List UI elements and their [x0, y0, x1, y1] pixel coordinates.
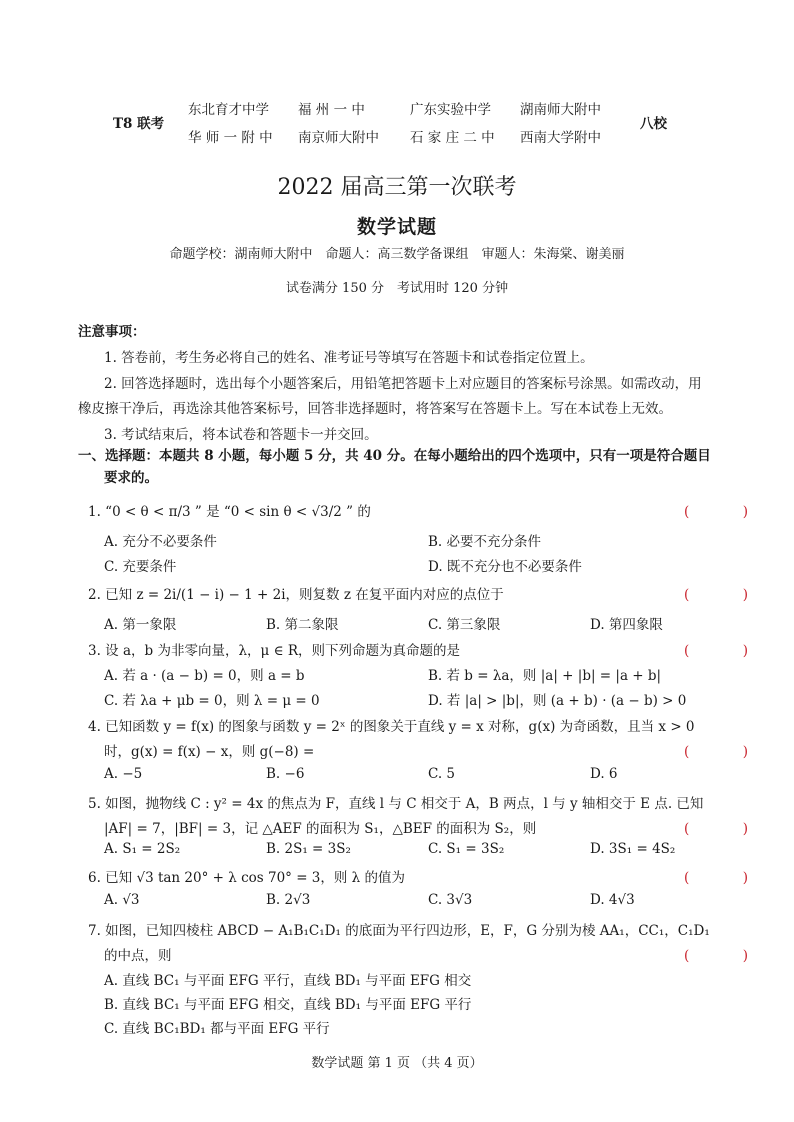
question-4-cont: 时，g(x) = f(x) − x，则 g(−8) =	[104, 744, 315, 760]
q6-option-a: A. √3	[104, 892, 140, 908]
page-subtitle: 数学试题	[356, 216, 437, 238]
q7-option-b: B. 直线 BC₁ 与平面 EFG 相交，直线 BD₁ 与平面 EFG 平行	[104, 997, 472, 1013]
q1-option-c: C. 充要条件	[104, 559, 177, 575]
notes-item-1: 1. 答卷前，考生务必将自己的姓名、准考证号等填写在答题卡和试卷指定位置上。	[104, 350, 594, 366]
q4-option-d: D. 6	[590, 766, 618, 782]
school-5: 华 师 一 附 中	[188, 130, 273, 146]
league-label: T8 联考	[113, 116, 165, 132]
q4-option-a: A. −5	[104, 766, 143, 782]
answer-paren-2: ( )	[684, 587, 769, 603]
q3-option-c: C. 若 λa + μb = 0，则 λ = μ = 0	[104, 693, 320, 709]
q4-option-c: C. 5	[428, 766, 456, 782]
q3-option-a: A. 若 a · (a − b) = 0，则 a = b	[104, 668, 305, 684]
school-2: 福 州 一 中	[298, 102, 365, 118]
q1-option-a: A. 充分不必要条件	[104, 534, 217, 550]
answer-paren-6: ( )	[684, 870, 769, 886]
q3-option-b: B. 若 b = λa，则 |a| + |b| = |a + b|	[428, 668, 662, 684]
school-8: 西南大学附中	[520, 130, 601, 146]
q1-option-d: D. 既不充分也不必要条件	[428, 559, 582, 575]
question-2: 2. 已知 z = 2i/(1 − i) − 1 + 2i，则复数 z 在复平面内对应的点位于	[88, 587, 504, 603]
section-heading-cont: 要求的。	[104, 470, 158, 486]
q2-option-b: B. 第二象限	[266, 617, 339, 633]
q2-option-c: C. 第三象限	[428, 617, 501, 633]
notes-heading: 注意事项：	[78, 324, 146, 340]
q2-option-d: D. 第四象限	[590, 617, 663, 633]
answer-paren-5: ( )	[684, 821, 769, 837]
q2-option-a: A. 第一象限	[104, 617, 177, 633]
page-title: 2022 届高三第一次联考	[277, 175, 517, 200]
author-line: 命题学校：湖南师大附中 命题人：高三数学备课组 审题人：朱海棠、谢美丽	[169, 247, 625, 262]
notes-item-3: 3. 考试结束后，将本试卷和答题卡一并交回。	[104, 427, 378, 443]
q5-option-a: A. S₁ = 2S₂	[104, 841, 181, 857]
page-footer: 数学试题 第 1 页 （共 4 页）	[311, 1056, 483, 1071]
question-4: 4. 已知函数 y = f(x) 的图象与函数 y = 2ˣ 的图象关于直线 y = x 对称，g(x) 为奇函数，且当 x > 0	[88, 719, 695, 735]
q7-option-c: C. 直线 BC₁BD₁ 都与平面 EFG 平行	[104, 1021, 330, 1037]
section-heading: 一、选择题：本题共 8 小题，每小题 5 分，共 40 分。在每小题给出的四个选项中，只有一项是符合题目	[78, 448, 711, 464]
question-1: 1. “0 < θ < π/3 ” 是 “0 < sin θ < √3/2 ” 的	[88, 504, 371, 520]
q1-option-b: B. 必要不充分条件	[428, 534, 542, 550]
answer-paren-7: ( )	[684, 948, 769, 964]
question-5-cont: |AF| = 7，|BF| = 3，记 △AEF 的面积为 S₁，△BEF 的面积为 S₂，则	[104, 821, 537, 837]
question-7-cont: 的中点，则	[104, 948, 172, 964]
question-6: 6. 已知 √3 tan 20° + λ cos 70° = 3，则 λ 的值为	[88, 870, 406, 886]
q6-option-d: D. 4√3	[590, 892, 635, 908]
eight-schools-label: 八校	[640, 116, 667, 132]
q6-option-b: B. 2√3	[266, 892, 311, 908]
q5-option-d: D. 3S₁ = 4S₂	[590, 841, 676, 857]
exam-info: 试卷满分 150 分 考试用时 120 分钟	[285, 281, 509, 296]
notes-item-2: 2. 回答选择题时，选出每个小题答案后，用铅笔把答题卡上对应题目的答案标号涂黑。如需改动，用	[104, 376, 702, 392]
school-1: 东北育才中学	[188, 102, 269, 118]
q6-option-c: C. 3√3	[428, 892, 473, 908]
school-6: 南京师大附中	[298, 130, 379, 146]
q4-option-b: B. −6	[266, 766, 305, 782]
school-4: 湖南师大附中	[520, 102, 601, 118]
question-3: 3. 设 a，b 为非零向量，λ，μ ∈ R，则下列命题为真命题的是	[88, 643, 461, 659]
answer-paren-4: ( )	[684, 744, 769, 760]
q5-option-b: B. 2S₁ = 3S₂	[266, 841, 351, 857]
question-5: 5. 如图，抛物线 C : y² = 4x 的焦点为 F，直线 l 与 C 相交于 A，B 两点，l 与 y 轴相交于 E 点. 已知	[88, 796, 704, 812]
q5-option-c: C. S₁ = 3S₂	[428, 841, 505, 857]
answer-paren-3: ( )	[684, 643, 769, 659]
school-7: 石 家 庄 二 中	[410, 130, 495, 146]
question-7: 7. 如图，已知四棱柱 ABCD − A₁B₁C₁D₁ 的底面为平行四边形，E，F，G 分别为棱 AA₁，CC₁，C₁D₁	[88, 923, 710, 939]
answer-paren-1: ( )	[684, 504, 769, 520]
notes-item-2-cont: 橡皮擦干净后，再选涂其他答案标号，回答非选择题时，将答案写在答题卡上。写在本试卷上无效。	[78, 401, 672, 417]
school-3: 广东实验中学	[410, 102, 491, 118]
q7-option-a: A. 直线 BC₁ 与平面 EFG 平行，直线 BD₁ 与平面 EFG 相交	[104, 973, 472, 989]
q3-option-d: D. 若 |a| > |b|，则 (a + b) · (a − b) > 0	[428, 693, 687, 709]
